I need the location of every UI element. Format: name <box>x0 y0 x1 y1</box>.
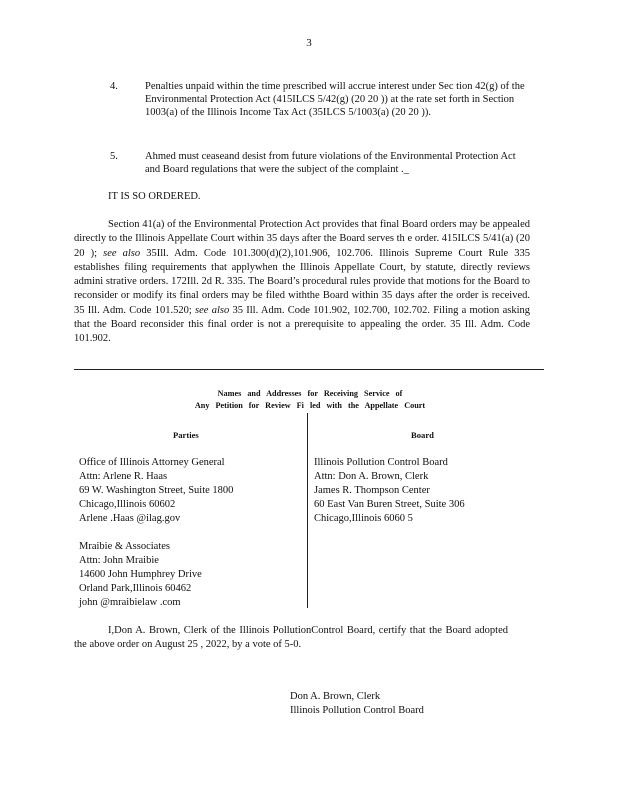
address-line: Attn: Don A. Brown, Clerk <box>314 471 429 482</box>
order-item-text: Penalties unpaid within the time prescribed will accrue interest under Sec tion 42(g) of the Environmental Protection Act (415ILCS 5/42(g) (20 20 )) at the rate set forth in Section 1003(a) of the Illinois Income Tax Act (35ILCS 5/1003(a) (20 20 )). <box>145 81 525 118</box>
mraibie-associates-address <box>79 540 202 610</box>
appeal-rights-paragraph <box>74 218 530 347</box>
column-divider <box>307 413 308 608</box>
order-item-number: 4. <box>110 81 118 92</box>
parties-heading: Parties <box>173 430 199 440</box>
appeal-text-part1: Section 41(a) of the Environmental Protection Act provides that final Board orders may be appealed directly to the Illinois Appellate Court within 35 days after the Board serves th e order. 415ILCS 5/41(a) (20 20 ); <box>74 219 530 259</box>
signature-block <box>290 690 424 718</box>
address-line: Attn: John Mraibie <box>79 555 159 566</box>
see-also-citation: see also <box>195 304 230 316</box>
appeal-text-part2: 35Ill. Adm. Code 101.300(d)(2),101.906, 102.706. Illinois Supreme Court Rule 335 establishes filing requirements that applywhen the Illinois Appellate Court, by statute, directly reviews admini strative orders. 172Ill. 2d R. 335. The Board’s procedural rules provide that motions for the Board to reconsider or modify its final orders may be filed withthe Board within 35 days after the order is received. 35 Ill. Adm. Code 101.520; <box>74 247 531 316</box>
address-line: Illinois Pollution Control Board <box>314 457 448 468</box>
address-line: Chicago,Illinois 60602 <box>79 499 176 510</box>
address-line: James R. Thompson Center <box>314 485 430 496</box>
service-title-line: Names and Addresses for Receiving Service of <box>217 389 403 398</box>
address-line: Mraibie & Associates <box>79 541 170 552</box>
email-line: john @mraibielaw .com <box>79 597 181 608</box>
appeal-text-part3: 35 Ill. Adm. Code 101.902, 102.700, 102.702. Filing a motion asking that the Board reconsider this final order is not a prerequisite to appealing the order. 35 Ill. Adm. Code 101.902. <box>74 304 530 345</box>
email-line: Arlene .Haas @ilag.gov <box>79 513 181 524</box>
service-table-title <box>160 388 460 412</box>
attorney-general-address <box>79 456 233 526</box>
signatory-organization: Illinois Pollution Control Board <box>290 705 424 716</box>
so-ordered-statement: IT IS SO ORDERED. <box>108 191 201 202</box>
clerk-certification: I,Don A. Brown, Clerk of the Illinois PollutionControl Board, certify that the Board adopted the above order on August 25 , 2022, by a vote of 5-0. <box>74 625 508 651</box>
address-line: 69 W. Washington Street, Suite 1800 <box>79 485 234 496</box>
address-line: 14600 John Humphrey Drive <box>79 569 202 580</box>
order-item-text: Ahmed must ceaseand desist from future violations of the Environmental Protection Act and Board regulations that were the subject of the complaint ._ <box>145 151 516 175</box>
see-also-citation: see also <box>103 247 141 259</box>
address-line: Orland Park,Illinois 60462 <box>79 583 192 594</box>
board-heading: Board <box>411 430 434 440</box>
address-line: Chicago,Illinois 6060 5 <box>314 513 413 524</box>
signatory-name: Don A. Brown, Clerk <box>290 691 381 702</box>
pollution-control-board-address <box>314 456 465 526</box>
service-title-line: Any Petition for Review Fi led with the Appellate Court <box>194 401 426 410</box>
order-item-number: 5. <box>110 151 118 162</box>
address-line: 60 East Van Buren Street, Suite 306 <box>314 499 465 510</box>
address-line: Office of Illinois Attorney General <box>79 457 225 468</box>
horizontal-rule <box>74 369 544 370</box>
address-line: Attn: Arlene R. Haas <box>79 471 168 482</box>
page-number: 3 <box>306 37 312 49</box>
